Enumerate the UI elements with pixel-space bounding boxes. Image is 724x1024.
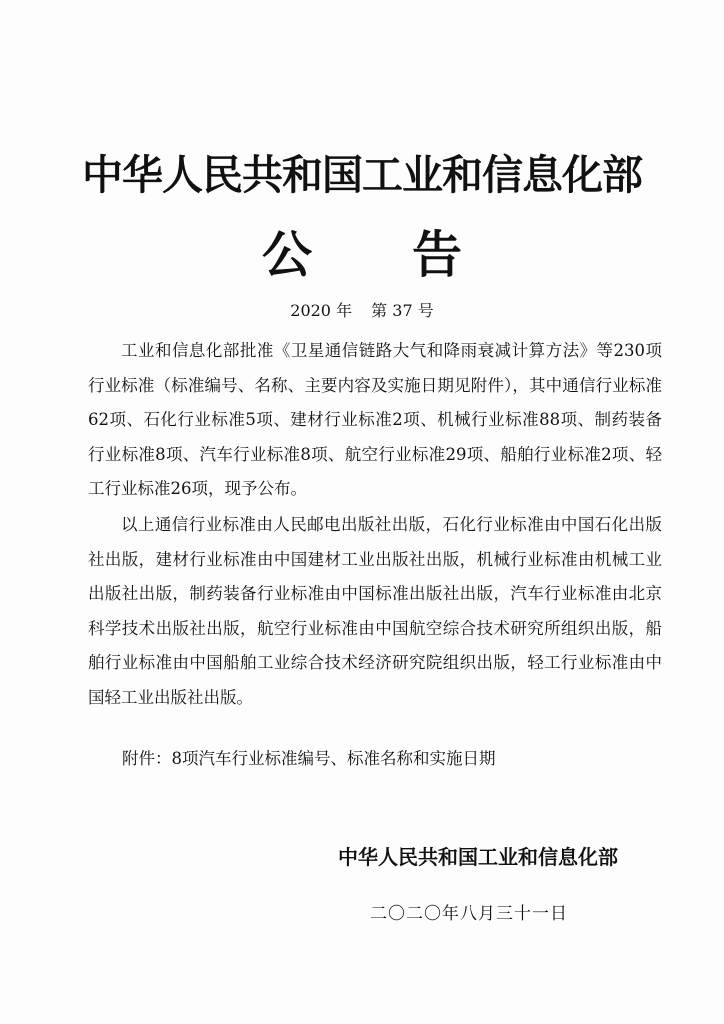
notice-title: 公告 [262,225,562,284]
body-paragraph-publishers: 以上通信行业标准由人民邮电出版社出版，石化行业标准由中国石化出版社出版，建材行业标准由中国建材工业出版社出版，机械行业标准由机械工业出版社出版，制药装备行业标准由中国标准出版社出版，汽车行业标准由北京科学技术出版社出版，航空行业标准由中国航空综合技术研究所组织出版，船舶行业标准由中国船舶工业综合技术经济研究院组织出版，轻工行业标准由中国轻工业出版社出版。 [88,515,662,707]
attachment-note: 附件：8项汽车行业标准编号、标准名称和实施日期 [122,749,496,768]
document-year: 2020 年 [290,301,353,320]
body-paragraph-approval: 工业和信息化部批准《卫星通信链路大气和降雨衰减计算方法》等230项行业标准（标准编号、名称、主要内容及实施日期见附件），其中通信行业标准62项、石化行业标准5项、建材行业标准2项、机械行业标准88项、制药装备行业标准8项、汽车行业标准8项、航空行业标准29项、船舶行业标准2项、轻工行业标准26项，现予公布。 [88,341,662,498]
ministry-title: 中华人民共和国工业和信息化部 [82,151,642,199]
issuer-signature: 中华人民共和国工业和信息化部 [338,845,618,869]
issue-date: 二〇二〇年八月三十一日 [370,904,568,924]
document-serial: 第 37 号 [371,301,434,320]
document-number [0,298,724,321]
